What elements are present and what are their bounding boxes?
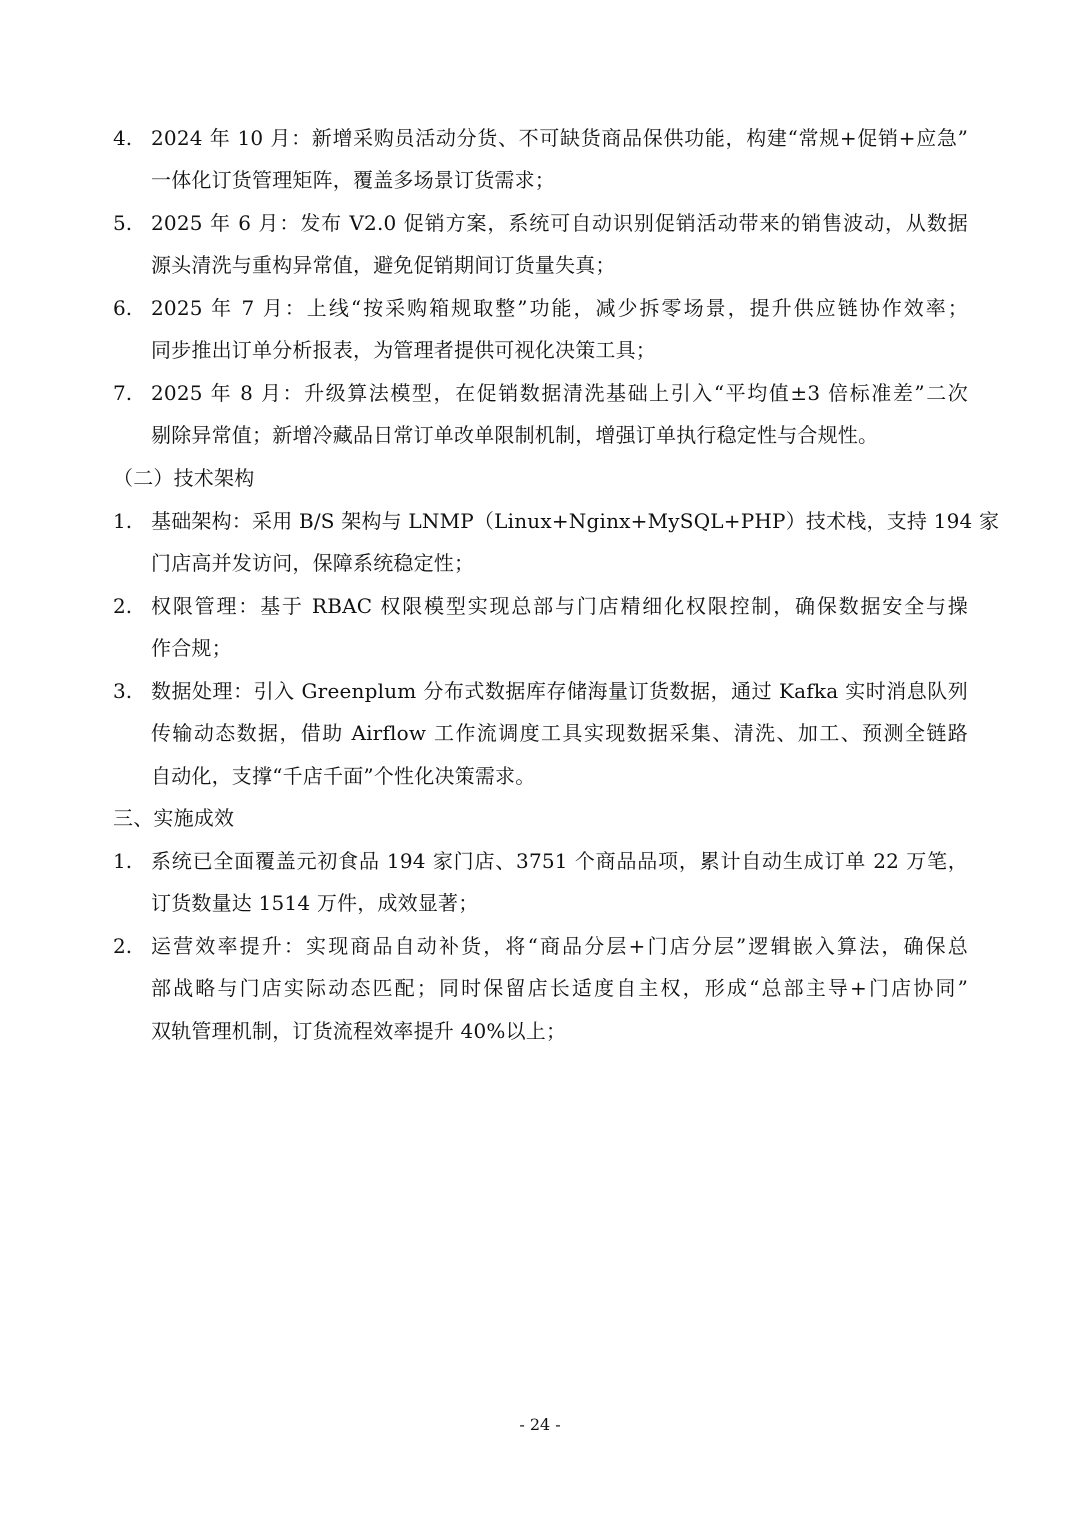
list-number: 2. (113, 594, 133, 618)
list-text-line: 源头清洗与重构异常值，避免促销期间订货量失真； (151, 253, 616, 277)
list-number: 7. (113, 381, 133, 405)
list-number: 4. (113, 126, 133, 150)
list-text-line: 权限管理：基于 RBAC 权限模型实现总部与门店精细化权限控制，确保数据安全与操 (151, 594, 968, 618)
section-heading-tech: （二）技术架构 (113, 466, 255, 490)
list-text-line: 2025 年 7 月：上线“按采购箱规取整”功能，减少拆零场景，提升供应链协作效率； (151, 296, 968, 320)
list-text-line: 系统已全面覆盖元初食品 194 家门店、3751 个商品品项，累计自动生成订单 22 万笔， (151, 849, 968, 873)
list-number: 3. (113, 679, 133, 703)
list-text-line: 2025 年 6 月：发布 V2.0 促销方案，系统可自动识别促销活动带来的销售波动，从数据 (151, 211, 968, 235)
list-text-line: 订货数量达 1514 万件，成效显著； (151, 891, 479, 915)
list-text-line: 一体化订货管理矩阵，覆盖多场景订货需求； (151, 168, 555, 192)
list-number: 1. (113, 849, 133, 873)
list-number: 2. (113, 934, 133, 958)
list-text-line: 数据处理：引入 Greenplum 分布式数据库存储海量订货数据，通过 Kafka 实时消息队列 (151, 679, 968, 703)
list-text-line: 基础架构：采用 B/S 架构与 LNMP（Linux+Nginx+MySQL+PHP）技术栈，支持 194 家 (151, 509, 1000, 533)
list-number: 5. (113, 211, 133, 235)
list-text-line: 剔除异常值；新增冷藏品日常订单改单限制机制，增强订单执行稳定性与合规性。 (151, 423, 879, 447)
list-text-line: 双轨管理机制，订货流程效率提升 40%以上； (151, 1019, 567, 1043)
list-text-line: 2024 年 10 月：新增采购员活动分货、不可缺货商品保供功能，构建“常规+促销+应急” (151, 126, 968, 150)
list-text-line: 作合规； (151, 636, 232, 660)
list-number: 6. (113, 296, 133, 320)
list-text-line: 2025 年 8 月：升级算法模型，在促销数据清洗基础上引入“平均值±3 倍标准差”二次 (151, 381, 968, 405)
list-text-line: 门店高并发访问，保障系统稳定性； (151, 551, 475, 575)
list-text-line: 同步推出订单分析报表，为管理者提供可视化决策工具； (151, 338, 656, 362)
section-heading-results: 三、实施成效 (113, 806, 235, 830)
list-number: 1. (113, 509, 133, 533)
list-text-line: 传输动态数据，借助 Airflow 工作流调度工具实现数据采集、清洗、加工、预测全链路 (151, 721, 968, 745)
page-number: - 24 - (519, 1415, 561, 1434)
list-text-line: 运营效率提升：实现商品自动补货，将“商品分层+门店分层”逻辑嵌入算法，确保总 (151, 934, 968, 958)
list-text-line: 部战略与门店实际动态匹配；同时保留店长适度自主权，形成“总部主导+门店协同” (151, 976, 968, 1000)
list-text-line: 自动化，支撑“千店千面”个性化决策需求。 (151, 764, 536, 788)
